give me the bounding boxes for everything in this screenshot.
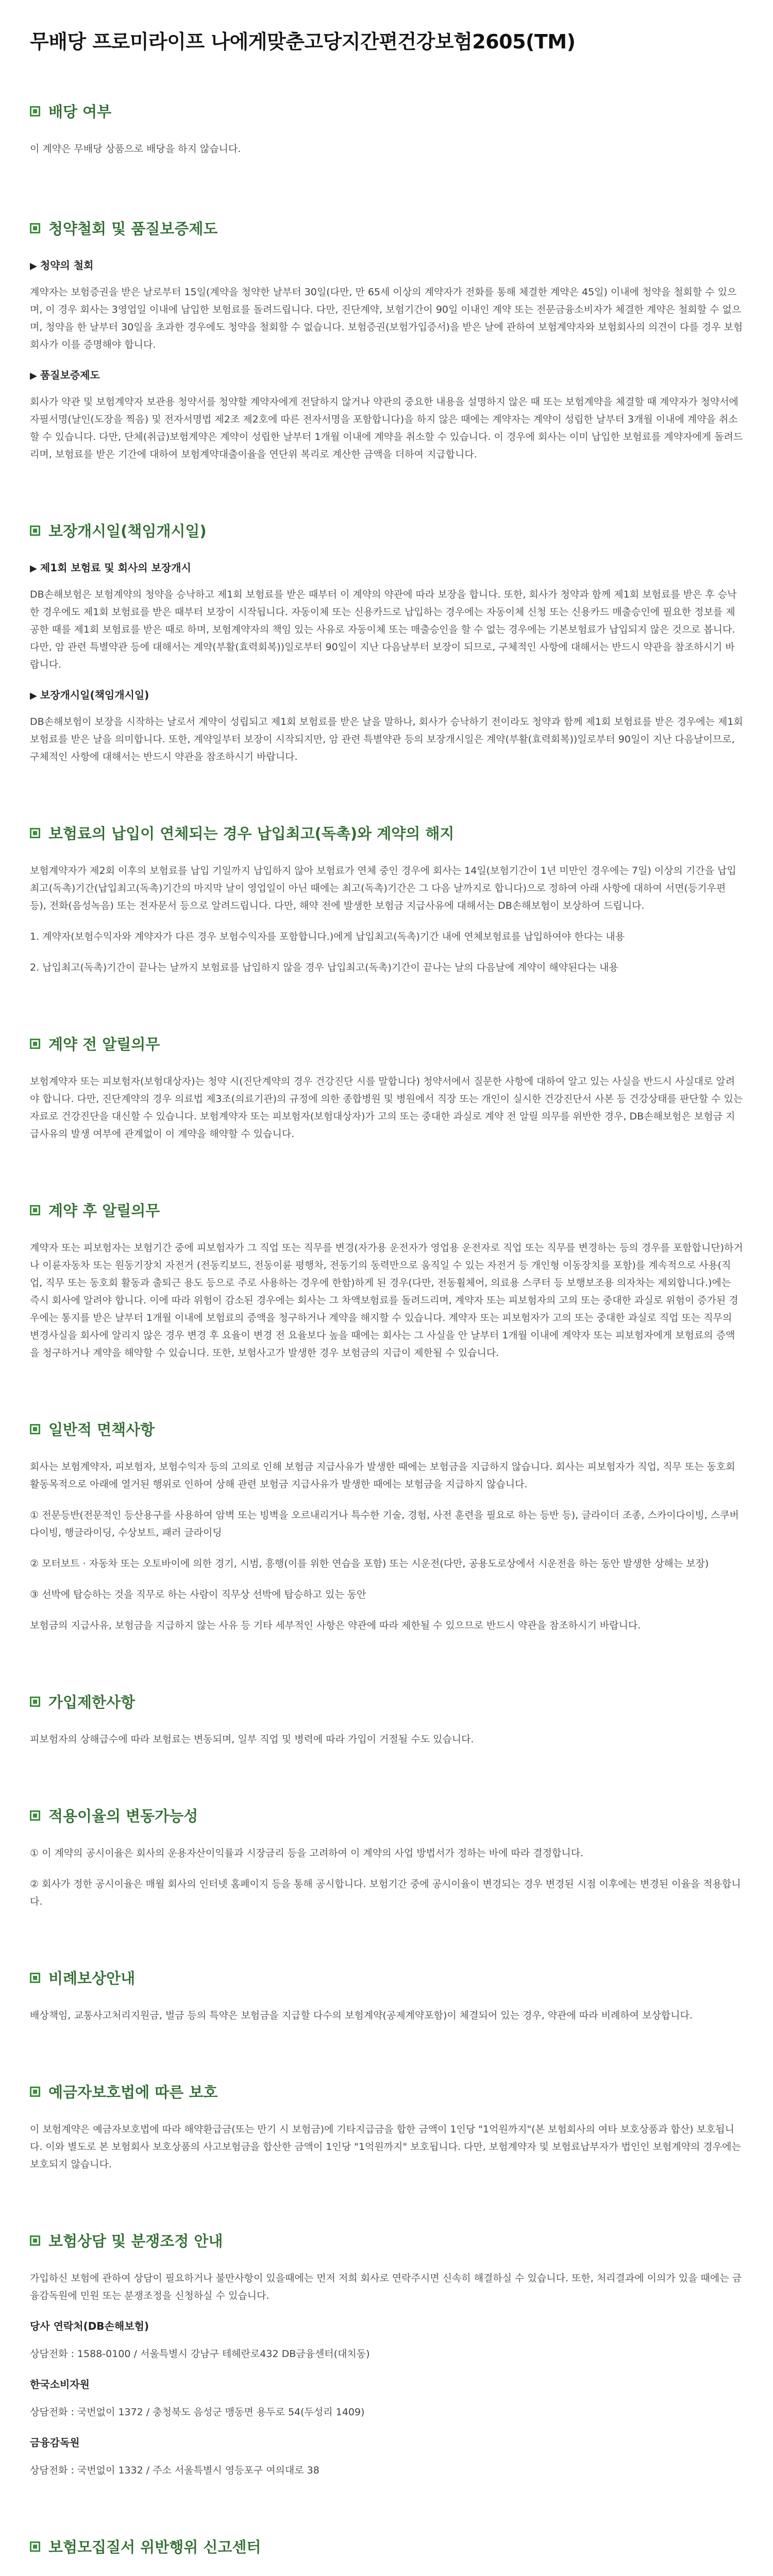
section-interest-rate <box>30 1805 743 1910</box>
section-heading-text: 계약 후 알릴의무 <box>48 1202 160 1219</box>
contact-detail: 상담전화 : 1588-0100 / 서울특별시 강남구 테헤란로432 DB금융센터(대치동) <box>30 2348 370 2360</box>
paragraph: ② 모터보트 · 자동차 또는 오토바이에 의한 경기, 시범, 흥행(이를 위한 연습을 포함) 또는 시운전(다만, 공용도로상에서 시운전을 하는 동안 발생한 상해는 보장) <box>30 1558 709 1569</box>
paragraph: ② 회사가 정한 공시이율은 매월 회사의 인터넷 홈페이지 등을 통해 공시합니다. 보험기간 중에 공시이율이 변경되는 경우 변경된 시점 이후에는 변경된 이율을 적용합니다. <box>30 1878 741 1907</box>
paragraph: DB손해보험이 보장을 시작하는 날로서 계약이 성립되고 제1회 보험료를 받은 날을 말하나, 회사가 승낙하기 전이라도 청약과 함께 제1회 보험료를 받은 경우에는 제1회 보험료를 받은 날을 의미합니다. 또한, 계약일부터 보장이 시작되지만, 암 관련 특별약관 등의 보장개시일은 계약(부활(효력회복))일로부터 90일이 지난 다음날이므로, 구체적인 사항에 대해서는 반드시 약관을 참조하시기 바랍니다. <box>30 716 743 762</box>
square-bullet-icon <box>30 1039 40 1049</box>
section-coverage-start <box>30 520 743 766</box>
paragraph: 가입하신 보험에 관하여 상담이 필요하거나 불만사항이 있을때에는 먼저 저희 회사로 연락주시면 신속히 해결하실 수 있습니다. 또한, 처리결과에 이의가 있을 때에는 금융감독원에 민원 또는 분쟁조정을 신청하실 수 있습니다. <box>30 2273 742 2301</box>
section-heading <box>30 520 743 541</box>
triangle-bullet-icon: ▶ <box>30 690 37 701</box>
subheading <box>30 257 743 272</box>
section-heading <box>30 2536 743 2557</box>
section-restrictions <box>30 1691 743 1748</box>
paragraph: DB손해보험은 보험계약의 청약을 승낙하고 제1회 보험료를 받은 때부터 이 계약의 약관에 따라 보장을 합니다. 또한, 회사가 청약과 함께 제1회 보험료를 받은 후 승낙한 경우에도 제1회 보험료를 받은 때부터 보장이 시작됩니다. 자동이체 또는 신용카드로 납입하는 경우에는 자동이체 신청 또는 신용카드 매출승인에 필요한 정보를 제공한 때를 제1회 보험료를 받은 때로 하며, 보험계약자의 책임 있는 사유로 자동이체 또는 매출승인을 할 수 없는 경우에는 기본보험료가 납입되지 않은 것으로 봅니다. 다만, 암 관련 특별약관 등에 대해서는 계약(부활(효력회복))일로부터 90일이 지난 다음날부터 보장이 되므로, 구체적인 사항에 대해서는 반드시 약관을 참조하시기 바랍니다. <box>30 589 737 670</box>
section-heading-text: 비례보상안내 <box>48 1970 136 1987</box>
section-heading-text: 계약 전 알릴의무 <box>48 1036 160 1053</box>
paragraph: 보험금의 지급사유, 보험금을 지급하지 않는 사유 등 기타 세부적인 사항은 약관에 따라 제한될 수 있으므로 반드시 약관을 참조하시기 바랍니다. <box>30 1620 641 1631</box>
section-heading <box>30 1418 743 1439</box>
contact-org-label: 금융감독원 <box>30 2436 80 2449</box>
section-consultation <box>30 2230 743 2479</box>
paragraph: 1. 계약자(보험수익자와 계약자가 다른 경우 보험수익자를 포함합니다.)에게 납입최고(독촉)기간 내에 연체보험료를 납입하여야 한다는 내용 <box>30 931 625 942</box>
square-bullet-icon <box>30 1697 40 1707</box>
section-heading-text: 배당 여부 <box>48 103 112 121</box>
contact-detail: 상담전화 : 국번없이 1332 / 주소 서울특별시 영등포구 여의대로 38 <box>30 2465 320 2476</box>
square-bullet-icon <box>30 526 40 536</box>
section-heading-text: 예금자보호법에 따른 보호 <box>48 2083 218 2101</box>
section-depositor-protection <box>30 2081 743 2173</box>
subheading <box>30 687 743 702</box>
square-bullet-icon <box>30 1424 40 1434</box>
paragraph: 배상책임, 교통사고처리지원금, 벌금 등의 특약은 보험금을 지급할 다수의 보험계약(공제계약포함)이 체결되어 있는 경우, 약관에 따라 비례하여 보상합니다. <box>30 2010 693 2021</box>
paragraph: 이 계약은 무배당 상품으로 배당을 하지 않습니다. <box>30 143 241 155</box>
subheading-text: 품질보증제도 <box>40 369 100 381</box>
subheading-text: 제1회 보험료 및 회사의 보장개시 <box>40 562 191 574</box>
section-dividend <box>30 100 743 158</box>
triangle-bullet-icon: ▶ <box>30 370 37 381</box>
section-heading-text: 가입제한사항 <box>48 1693 136 1711</box>
square-bullet-icon <box>30 1973 40 1983</box>
section-heading <box>30 2230 743 2251</box>
section-exclusions <box>30 1418 743 1634</box>
square-bullet-icon <box>30 2235 40 2246</box>
paragraph: 피보험자의 상해급수에 따라 보험료는 변동되며, 일부 직업 및 병력에 따라 가입이 거절될 수도 있습니다. <box>30 1734 474 1745</box>
section-overdue <box>30 822 743 976</box>
square-bullet-icon <box>30 1205 40 1215</box>
square-bullet-icon <box>30 2087 40 2097</box>
subheading <box>30 560 743 574</box>
section-heading-text: 청약철회 및 품질보증제도 <box>48 220 218 238</box>
section-heading-text: 일반적 면책사항 <box>48 1421 155 1438</box>
square-bullet-icon <box>30 106 40 116</box>
contact-org-label: 당사 연락처(DB손해보험) <box>30 2320 149 2332</box>
square-bullet-icon <box>30 1810 40 1821</box>
paragraph: 계약자는 보험증권을 받은 날로부터 15일(계약을 청약한 날부터 30일(다만, 만 65세 이상의 계약자가 전화를 통해 체결한 계약은 45일) 이내에 청약을 철회할 수 있으며, 이 경우 회사는 3영업일 이내에 납입한 보험료를 돌려드립니다. 다만, 진단계약, 보험기간이 90일 이내인 계약 또는 전문금융소비자가 체결한 계약은 철회할 수 없으며, 청약을 한 날부터 30일을 초과한 경우에도 청약을 철회할 수 없습니다. 보험증권(보험가입증서)을 받은 날에 관하여 보험계약자와 보험회사의 의견이 다를 경우 보험회사가 이를 증명해야 합니다. <box>30 286 743 350</box>
section-heading-text: 보험상담 및 분쟁조정 안내 <box>48 2232 223 2250</box>
triangle-bullet-icon: ▶ <box>30 261 37 272</box>
subheading-text: 청약의 철회 <box>40 259 94 272</box>
triangle-bullet-icon: ▶ <box>30 563 37 574</box>
square-bullet-icon <box>30 828 40 838</box>
section-heading-text: 보장개시일(책임개시일) <box>48 522 207 540</box>
section-heading <box>30 100 743 122</box>
paragraph: 이 보험계약은 예금자보호법에 따라 해약환급금(또는 만기 시 보험금)에 기타지급금을 합한 금액이 1인당 "1억원까지"(본 보험회사의 여타 보호상품과 합산) 보호됩니다. 이와 별도로 본 보험회사 보호상품의 사고보험금을 합산한 금액이 1인당 "1억원까지" 보호됩니다. 다만, 보험계약자 및 보험료납부자가 법인인 보험계약의 경우에는 보호되지 않습니다. <box>30 2124 741 2170</box>
section-proportional <box>30 1967 743 2024</box>
paragraph: ③ 선박에 탑승하는 것을 직무로 하는 사람이 직무상 선박에 탑승하고 있는 동안 <box>30 1589 366 1600</box>
section-withdrawal <box>30 217 743 463</box>
section-heading-text: 적용이율의 변동가능성 <box>48 1807 198 1825</box>
section-heading-text: 보험료의 납입이 연체되는 경우 납입최고(독촉)와 계약의 해지 <box>48 825 455 842</box>
section-heading <box>30 2081 743 2102</box>
subheading-text: 보장개시일(책임개시일) <box>40 689 149 701</box>
section-heading <box>30 1691 743 1712</box>
square-bullet-icon <box>30 223 40 233</box>
section-heading <box>30 1967 743 1988</box>
paragraph: 보험계약자 또는 피보험자(보험대상자)는 청약 시(진단계약의 경우 건강진단 시를 말합니다) 청약서에서 질문한 사항에 대하여 알고 있는 사실을 반드시 사실대로 알려야 합니다. 다만, 진단계약의 경우 의료법 제3조(의료기관)의 규정에 의한 종합병원 및 병원에서 직장 또는 개인이 실시한 건강진단서 사본 등 건강상태를 판단할 수 있는 자료로 건강진단을 대신할 수 있습니다. 보험계약자 또는 피보험자(보험대상자)가 고의 또는 중대한 과실로 계약 전 알릴 의무를 위반한 경우, DB손해보험은 보험금 지급사유의 발생 여부에 관계없이 이 계약을 해약할 수 있습니다. <box>30 1076 743 1140</box>
section-heading <box>30 1805 743 1826</box>
paragraph: 회사는 보험계약자, 피보험자, 보험수익자 등의 고의로 인해 보험금 지급사유가 발생한 때에는 보험금을 지급하지 않습니다. 회사는 피보험자가 직업, 직무 또는 동호회 활동목적으로 아래에 열거된 행위로 인하여 상해 관련 보험금 지급사유가 발생한 때에는 보험금을 지급하지 않습니다. <box>30 1461 735 1490</box>
paragraph: 2. 납입최고(독촉)기간이 끝나는 날까지 보험료를 납입하지 않을 경우 납입최고(독촉)기간이 끝나는 날의 다음날에 계약이 해약된다는 내용 <box>30 962 618 973</box>
section-heading <box>30 822 743 843</box>
square-bullet-icon <box>30 2541 40 2552</box>
section-heading-text: 보험모집질서 위반행위 신고센터 <box>48 2538 261 2556</box>
page-title: 무배당 프로미라이프 나에게맞춘고당지간편건강보험2605(TM) <box>30 30 576 53</box>
section-violation-report <box>30 2536 743 2576</box>
section-heading <box>30 1199 743 1221</box>
section-pre-contract-duty <box>30 1033 743 1143</box>
section-heading <box>30 1033 743 1054</box>
section-heading <box>30 217 743 239</box>
paragraph: 보험계약자가 제2회 이후의 보험료를 납입 기일까지 납입하지 않아 보험료가 연체 중인 경우에 회사는 14일(보험기간이 1년 미만인 경우에는 7일) 이상의 기간을 납입최고(독촉)기간(납입최고(독촉)기간의 마지막 날이 영업일이 아닌 때에는 최고(독촉)기간은 그 다음 날까지로 합니다)으로 정하여 아래 사항에 대하여 서면(등기우편 등), 전화(음성녹음) 또는 전자문서 등으로 알려드립니다. 다만, 해약 전에 발생한 보험금 지급사유에 대해서는 DB손해보험이 보상하여 드립니다. <box>30 865 736 911</box>
subheading <box>30 367 743 382</box>
contact-detail: 상담전화 : 국번없이 1372 / 충청북도 음성군 맹동면 용두로 54(두성리 1409) <box>30 2406 365 2418</box>
paragraph: 회사가 약관 및 보험계약자 보관용 청약서를 청약할 계약자에게 전달하지 않거나 약관의 중요한 내용을 설명하지 않은 때 또는 보험계약을 체결할 때 계약자가 청약서에 자필서명(날인(도장을 찍음) 및 전자서명법 제2조 제2호에 따른 전자서명을 포함합니다)을 하지 않은 때에는 계약자는 계약이 성립한 날부터 3개월 이내에 계약을 취소할 수 있습니다. 다만, 단체(취급)보험계약은 계약이 성립한 날부터 1개월 이내에 계약을 취소할 수 있습니다. 이 경우에 회사는 이미 납입한 보험료를 계약자에게 돌려드리며, 보험료를 받은 기간에 대하여 보험계약대출이율을 연단위 복리로 계산한 금액을 더하여 지급합니다. <box>30 396 743 460</box>
section-post-contract-duty <box>30 1199 743 1362</box>
contact-org-label: 한국소비자원 <box>30 2378 90 2391</box>
paragraph: ① 전문등반(전문적인 등산용구를 사용하여 암벽 또는 빙벽을 오르내리거나 특수한 기술, 경험, 사전 훈련을 필요로 하는 등반 등), 글라이더 조종, 스카이다이빙, 스쿠버다이빙, 행글라이딩, 수상보트, 패러 글라이딩 <box>30 1510 739 1538</box>
paragraph: ① 이 계약의 공시이율은 회사의 운용자산이익률과 시장금리 등을 고려하여 이 계약의 사업 방법서가 정하는 바에 따라 결정합니다. <box>30 1848 584 1859</box>
paragraph: 계약자 또는 피보험자는 보험기간 중에 피보험자가 그 직업 또는 직무를 변경(자가용 운전자가 영업용 운전자로 직업 또는 직무를 변경하는 등의 경우를 포함합니단)하거나 이륜자동차 또는 원동기장치 자전거 (전동킥보드, 전동이륜 평행차, 전동기의 동력만으로 움직일 수 있는 자전거 등 개인형 이동장치를 포함)를 계속적으로 사용(직업, 직무 또는 동호회 활동과 출퇴근 용도 등으로 주로 사용하는 경우에 한함)하게 된 경우(다만, 전동휠체어, 의료용 스쿠터 등 보행보조용 의자차는 제외합니다.)에는 즉시 회사에 알려야 합니다. 이에 따라 위험이 감소된 경우에는 회사는 그 차액보험료를 돌려드리며, 계약자 또는 피보험자의 고의 또는 중대한 과실로 위험이 증가된 경우에는 통지를 받은 날부터 1개월 이내에 보험료의 증액을 청구하거나 계약을 해지할 수 있습니다. 계약자 또는 피보험자가 고의 또는 중대한 과실로 직업 또는 직무의 변경사실을 회사에 알리지 않은 경우 변경 후 요율이 변경 전 요율보다 높을 때에는 회사는 그 사실을 안 날부터 1개월 이내에 계약자 또는 피보험자에게 보험료의 증액을 청구하거나 계약을 해약할 수 있습니다. 또한, 보험사고가 발생한 경우 보험금의 지급이 제한될 수 있습니다. <box>30 1242 743 1359</box>
